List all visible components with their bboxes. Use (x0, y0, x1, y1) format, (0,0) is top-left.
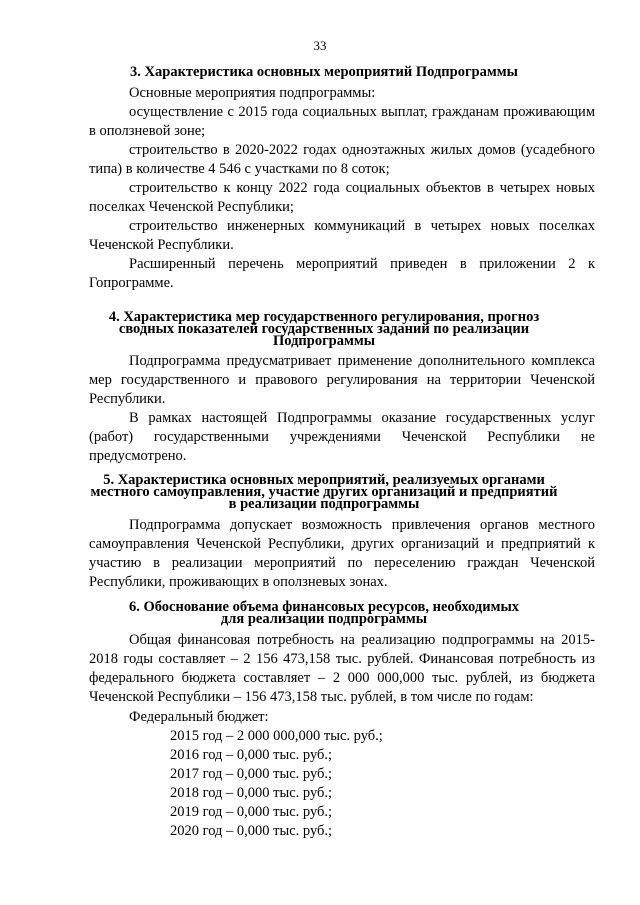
section-3-paragraph-1: Основные мероприятия подпрограммы: (129, 85, 376, 101)
page-number: 33 (313, 38, 327, 53)
budget-year-2018: 2018 год – 0,000 тыс. руб.; (170, 785, 333, 801)
section-5-heading-line-2: местного самоуправления, участие других организаций и предприятий (90, 484, 558, 500)
federal-budget-label: Федеральный бюджет: (129, 709, 269, 725)
section-5-paragraph-1: Подпрограмма допускает возможность привлечения органов местного самоуправления Чеченской Республики, других организаций и предприятий к участию в реализации мероприятий по переселению граждан Чеченской Республики, проживающих в оползневых зонах. (89, 517, 595, 590)
section-3-paragraph-3: строительство в 2020-2022 годах одноэтажных жилых домов (усадебного типа) в количестве 4 546 с участками по 8 соток; (89, 142, 595, 177)
budget-year-2020: 2020 год – 0,000 тыс. руб.; (170, 823, 333, 839)
section-6-heading-line-2: для реализации подпрограммы (220, 611, 428, 627)
budget-year-2017: 2017 год – 0,000 тыс. руб.; (170, 766, 333, 782)
section-6-paragraph-1: Общая финансовая потребность на реализацию подпрограммы на 2015-2018 годы составляет – 2 156 473,158 тыс. рублей. Финансовая потребность из федерального бюджета составляет – 2 000 000,000 тыс. рублей, из бюджета Чеченской Республики – 156 473,158 тыс. рублей, в том числе по годам: (89, 632, 595, 705)
section-4-paragraph-1: Подпрограмма предусматривает применение дополнительного комплекса мер государственного и правового регулирования на территории Чеченской Республики. (89, 353, 595, 407)
section-5-heading-line-1: 5. Характеристика основных мероприятий, реализуемых органами (103, 472, 545, 488)
section-3-paragraph-4: строительство к концу 2022 года социальных объектов в четырех новых поселках Чеченской Республики; (89, 180, 595, 215)
section-4-paragraph-2: В рамках настоящей Подпрограммы оказание государственных услуг (работ) государственными учреждениями Чеченской Республики не предусмотрено. (89, 410, 595, 464)
section-4-heading-line-2: сводных показателей государственных заданий по реализации (118, 321, 530, 337)
section-6-heading-line-1: 6. Обоснование объема финансовых ресурсов, необходимых (128, 599, 520, 615)
section-3-paragraph-2: осуществление с 2015 года социальных выплат, гражданам проживающим в оползневой зоне; (89, 104, 595, 139)
budget-year-2019: 2019 год – 0,000 тыс. руб.; (170, 804, 333, 820)
section-4-heading-line-3: Подпрограммы (272, 333, 376, 349)
budget-year-2016: 2016 год – 0,000 тыс. руб.; (170, 747, 333, 763)
section-3-paragraph-6: Расширенный перечень мероприятий приведен в приложении 2 к Гопрограмме. (89, 256, 595, 291)
section-5-heading-line-3: в реализации подпрограммы (228, 496, 420, 512)
budget-year-2015: 2015 год – 2 000 000,000 тыс. руб.; (170, 728, 383, 744)
section-4-heading-line-1: 4. Характеристика мер государственного регулирования, прогноз (108, 309, 540, 325)
section-3-heading: 3. Характеристика основных мероприятий Подпрограммы (130, 64, 518, 80)
section-3-paragraph-5: строительство инженерных коммуникаций в четырех новых поселках Чеченской Республики. (89, 218, 595, 253)
